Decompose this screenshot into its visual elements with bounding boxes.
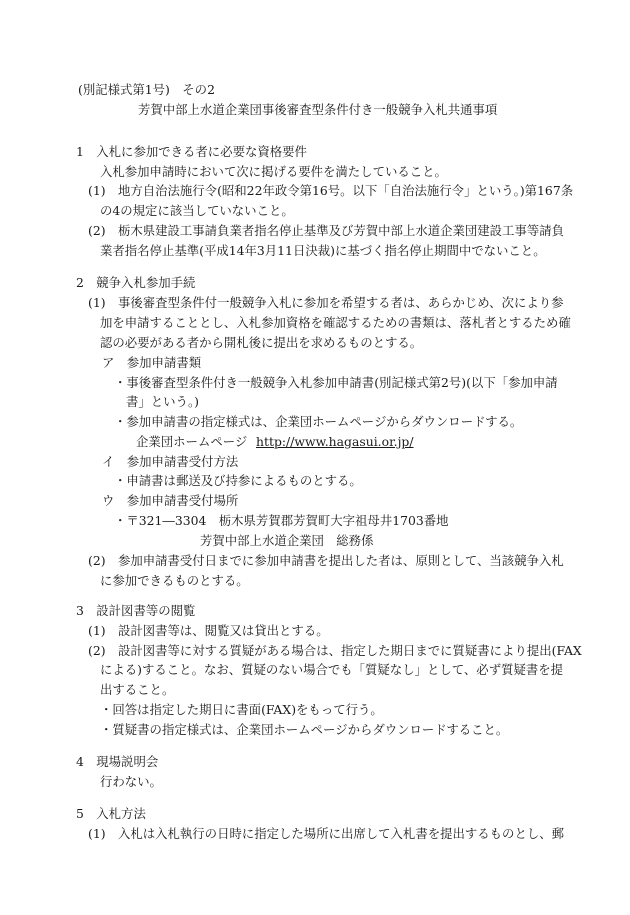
bullet-item: ・〒321―3304 栃木県芳賀郡芳賀町大字祖母井1703番地 [114, 513, 449, 528]
sub-heading: ウ 参加申請書受付場所 [102, 493, 239, 508]
bullet-item: ・質疑書の指定様式は、企業団ホームページからダウンロードすること。 [100, 722, 509, 737]
list-item: (2) 参加申請書受付日までに参加申請書を提出した者は、原則として、当該競争入札 [88, 553, 564, 568]
list-item: (1) 地方自治法施行令(昭和22年政令第16号。以下「自治法施行令」という。)第167条 [88, 183, 574, 198]
bullet-item: ・参加申請書の指定様式は、企業団ホームページからダウンロードする。 [114, 414, 523, 429]
document-title: 芳賀中部上水道企業団事後審査型条件付き一般競争入札共通事項 [138, 102, 498, 117]
paragraph-line: 入札参加申請時において次に掲げる要件を満たしていること。 [100, 164, 447, 179]
sub-heading: ア 参加申請書類 [102, 355, 202, 370]
paragraph-line: 出すること。 [100, 682, 175, 697]
homepage-label: 企業団ホームページ [136, 434, 248, 449]
list-item: (2) 栃木県建設工事請負業者指名停止基準及び芳賀中部上水道企業団建設工事等請負 [88, 223, 565, 238]
bullet-item: ・申請書は郵送及び持参によるものとする。 [114, 473, 362, 488]
bullet-item: ・回答は指定した期日に書面(FAX)をもって行う。 [100, 702, 383, 717]
paragraph-line: 行わない。 [100, 774, 162, 789]
bullet-item: ・事後審査型条件付き一般競争入札参加申請書(別記様式第2号)(以下「参加申請 [114, 375, 558, 390]
list-item: (1) 設計図書等は、閲覧又は貸出とする。 [88, 623, 329, 638]
paragraph-line: による)すること。なお、質疑のない場合でも「質疑なし」として、必ず質疑書を提 [100, 662, 564, 677]
paragraph-line: 加を申請することとし、入札参加資格を確認するための書類は、落札者とするため確 [100, 315, 571, 330]
paragraph-line: の4の規定に該当していないこと。 [100, 203, 294, 218]
section-heading: 3 設計図書等の閲覧 [76, 603, 196, 618]
homepage-link[interactable]: http://www.hagasui.or.jp/ [256, 434, 414, 449]
sub-heading: イ 参加申請書受付方法 [102, 454, 239, 469]
list-item: (2) 設計図書等に対する質疑がある場合は、指定した期日までに質疑書により提出(FAX [88, 643, 582, 658]
section-heading: 1 入札に参加できる者に必要な資格要件 [76, 144, 307, 159]
paragraph-line: 認の必要がある者から開札後に提出を求めるものとする。 [100, 335, 423, 350]
list-item: (1) 入札は入札執行の日時に指定した場所に出席して入札書を提出するものとし、郵 [88, 826, 565, 841]
section-heading: 2 競争入札参加手続 [76, 275, 196, 290]
section-heading: 4 現場説明会 [76, 754, 159, 769]
paragraph-line: に参加できるものとする。 [100, 573, 249, 588]
paragraph-line: 書」という。) [126, 394, 199, 409]
address-line: 芳賀中部上水道企業団 総務係 [200, 533, 374, 548]
list-item: (1) 事後審査型条件付一般競争入札に参加を希望する者は、あらかじめ、次により参 [88, 295, 564, 310]
form-label: (別記様式第1号) その2 [78, 82, 215, 97]
section-heading: 5 入札方法 [76, 806, 146, 821]
paragraph-line: 業者指名停止基準(平成14年3月11日決裁)に基づく指名停止期間中でないこと。 [100, 243, 546, 258]
